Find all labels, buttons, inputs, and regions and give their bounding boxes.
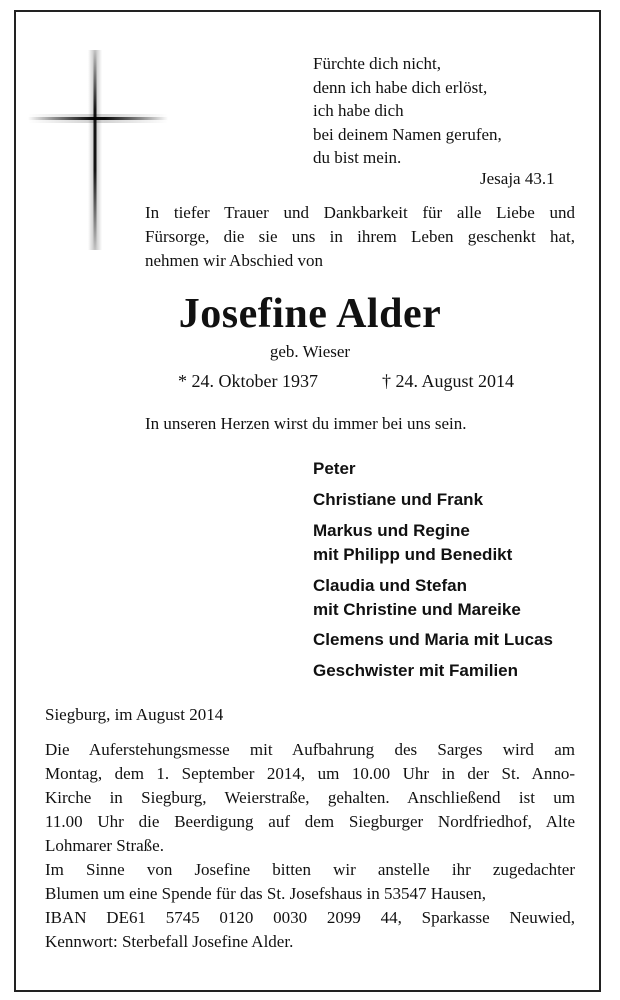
donation-line: Kennwort: Sterbefall Josefine Alder. xyxy=(45,932,294,951)
intro-line: Fürsorge, die sie uns in ihrem Leben geschenkt hat, xyxy=(145,227,575,246)
place-date: Siegburg, im August 2014 xyxy=(45,705,224,724)
birth-date: * 24. Oktober 1937 xyxy=(178,371,318,391)
verse-line: du bist mein. xyxy=(313,148,402,167)
bible-verse xyxy=(313,52,502,170)
verse-reference: Jesaja 43.1 xyxy=(480,169,555,188)
deceased-name: Josefine Alder xyxy=(178,291,442,337)
service-paragraph xyxy=(45,738,575,858)
donation-paragraph xyxy=(45,858,575,954)
mourner-line: Geschwister mit Familien xyxy=(313,661,519,680)
donation-line: Blumen um eine Spende für das St. Josefshaus in 53547 Hausen, xyxy=(45,884,486,903)
intro-text xyxy=(145,201,575,273)
mourner-entry xyxy=(313,457,356,481)
mourner-line: Claudia und Stefan xyxy=(313,576,467,595)
mourner-entry xyxy=(313,574,521,622)
mourner-line: mit Philipp und Benedikt xyxy=(313,545,513,564)
mourner-entry xyxy=(313,488,483,512)
mourner-entry xyxy=(313,628,553,652)
mourner-line: Markus und Regine xyxy=(313,521,470,540)
donation-line: Im Sinne von Josefine bitten wir anstelle ihr zugedachter xyxy=(45,860,575,879)
memorial-motto: In unseren Herzen wirst du immer bei uns sein. xyxy=(145,414,467,433)
verse-line: Fürchte dich nicht, xyxy=(313,54,441,73)
donation-line: IBAN DE61 5745 0120 0030 2099 44, Sparkasse Neuwied, xyxy=(45,908,575,927)
mourner-line: Clemens und Maria mit Lucas xyxy=(313,630,553,649)
service-line: 11.00 Uhr die Beerdigung auf dem Siegburger Nordfriedhof, Alte xyxy=(45,812,575,831)
death-date: † 24. August 2014 xyxy=(382,371,515,391)
mourner-entry xyxy=(313,659,518,683)
verse-line: bei deinem Namen gerufen, xyxy=(313,124,502,144)
birth-name: geb. Wieser xyxy=(269,342,351,361)
mourner-line: Christiane und Frank xyxy=(313,490,484,509)
verse-line: ich habe dich xyxy=(313,101,404,120)
mourner-line: Peter xyxy=(313,459,356,478)
service-line: Montag, dem 1. September 2014, um 10.00 Uhr in der St. Anno- xyxy=(45,764,575,783)
service-line: Die Auferstehungsmesse mit Aufbahrung des Sarges wird am xyxy=(45,740,575,759)
service-line: Kirche in Siegburg, Weierstraße, gehalten. Anschließend ist um xyxy=(45,788,575,807)
service-line: Lohmarer Straße. xyxy=(45,836,164,855)
mourner-line: mit Christine und Mareike xyxy=(313,600,521,619)
mourner-entry xyxy=(313,519,512,567)
intro-line: In tiefer Trauer und Dankbarkeit für alle Liebe und xyxy=(145,203,575,222)
intro-line: nehmen wir Abschied von xyxy=(145,251,323,270)
verse-line: denn ich habe dich erlöst, xyxy=(313,77,488,97)
